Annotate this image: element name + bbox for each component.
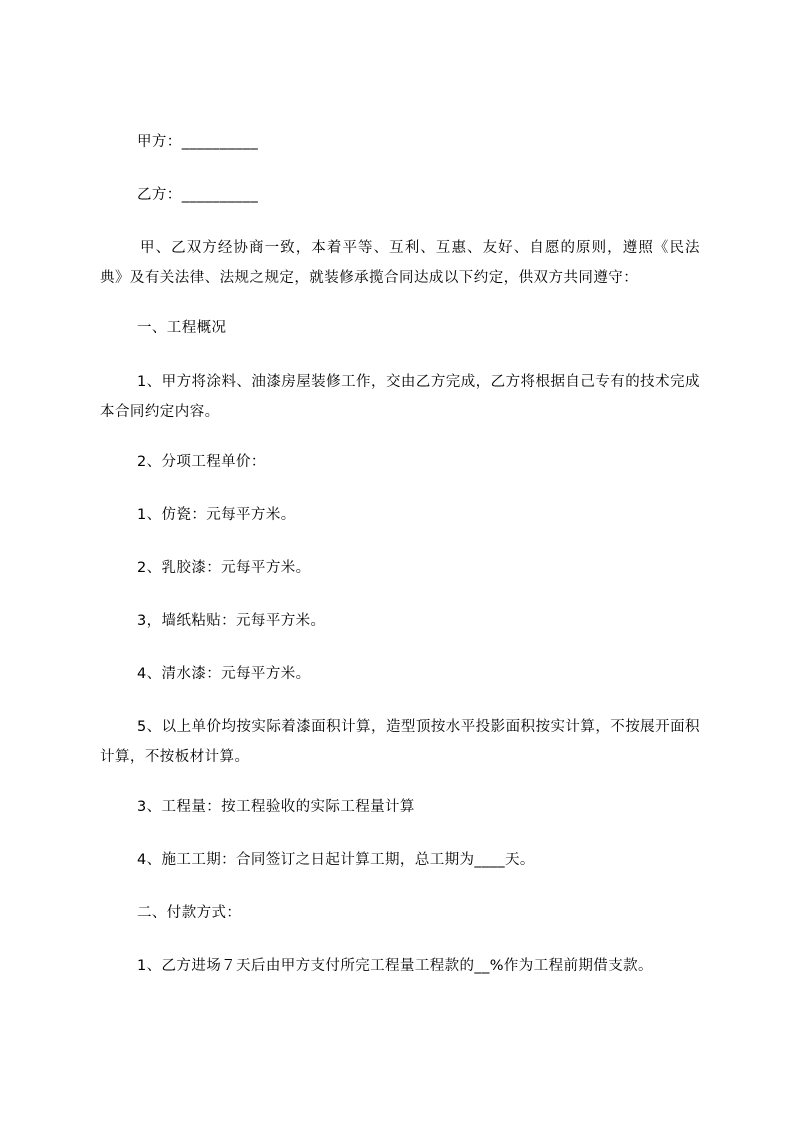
price-item-2: 2、乳胶漆：元每平方米。 [137,560,311,576]
price-item-1: 1、仿瓷：元每平方米。 [137,507,296,523]
price-item-3: 3，墙纸粘贴：元每平方米。 [137,613,326,629]
section-1-item-1-text: 1、甲方将涂料、油漆房屋装修工作，交由乙方完成，乙方将根据自己专有的技术完成本合同约定内容。 [100,374,700,420]
section-1-item-1 [100,367,700,427]
section-1-item-4: 4、施工工期：合同签订之日起计算工期，总工期为____天。 [137,852,535,868]
price-item-4: 4、清水漆：元每平方米。 [137,666,311,682]
party-a-line: 甲方：__________ [137,134,259,150]
section-2-item-1: 1、乙方进场７天后由甲方支付所完工程量工程款的__%作为工程前期借支款。 [137,958,653,974]
party-b-line: 乙方：__________ [137,187,259,203]
section-1-heading: 一、工程概况 [137,320,227,336]
intro-text: 甲、乙双方经协商一致，本着平等、互利、互惠、友好、自愿的原则，遵照《民法典》及有关法律、法规之规定，就装修承揽合同达成以下约定，供双方共同遵守： [100,240,700,286]
section-1-item-3: 3、工程量：按工程验收的实际工程量计算 [137,799,415,815]
section-1-item-2: 2、分项工程单价： [137,454,266,470]
price-item-5-text: 5、以上单价均按实际着漆面积计算，造型顶按水平投影面积按实计算，不按展开面积计算，不按板材计算。 [100,719,700,765]
section-2-heading: 二、付款方式： [137,905,242,921]
price-item-5 [100,712,700,772]
intro-paragraph [100,233,700,293]
